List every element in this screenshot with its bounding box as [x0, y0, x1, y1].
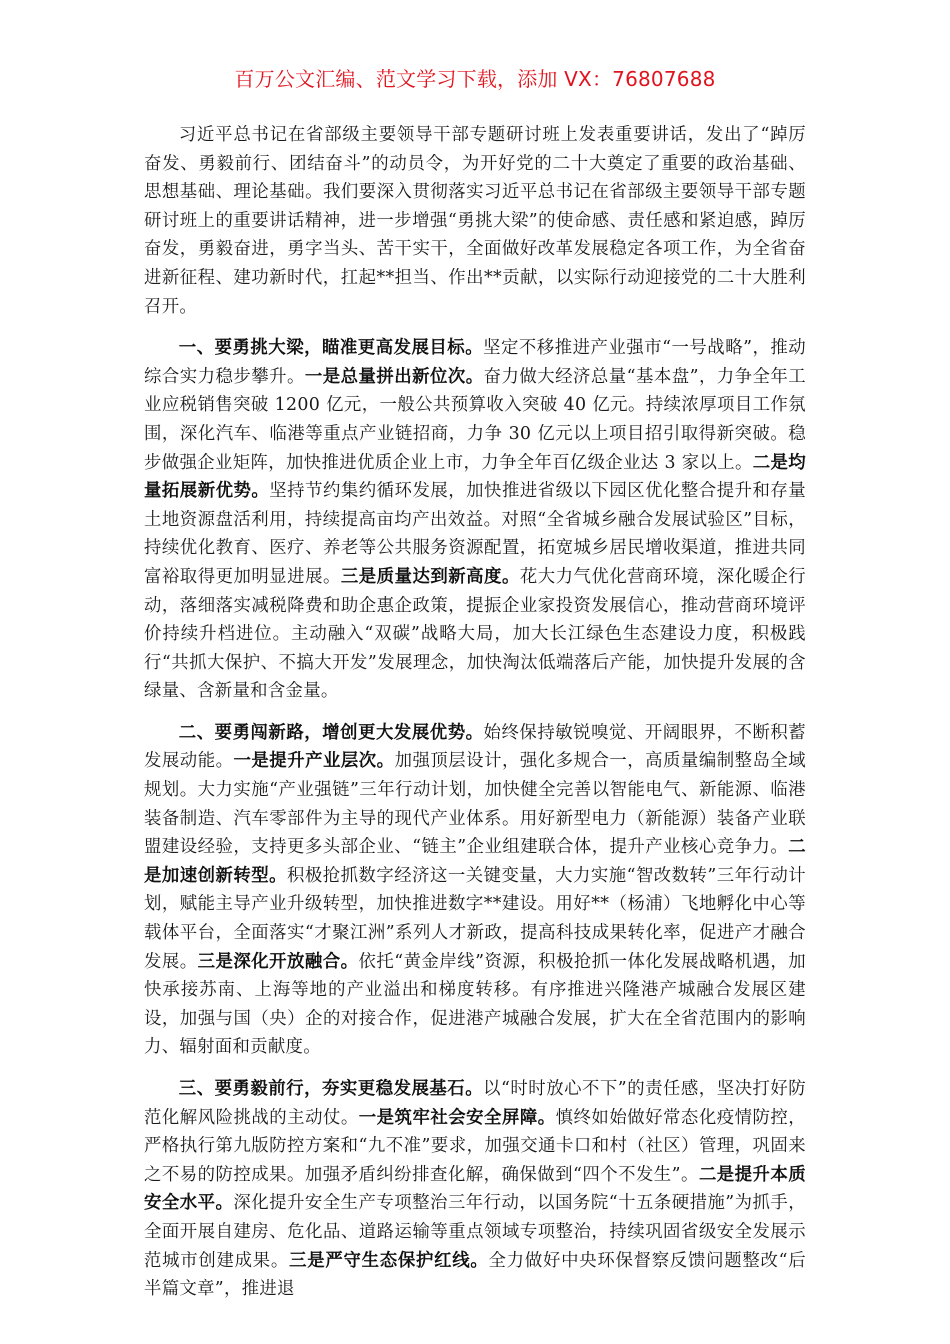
text-segment: 依托“黄金岸线”资源，积极抢抓一体化发展战略机遇，加快承接苏南、上海等地的产业溢出和梯度转移。有序推进兴隆港产城融合发展区建设，加强与国（央）企的对接合作，促进港产城融合发展，扩大在全省范围内的影响力、辐射面和贡献度。	[144, 951, 806, 1058]
text-segment: 慎终如始做好常态化疫情防控，严格执行第九版防控方案和“九不准”要求，加强交通卡口和村（社区）管理，巩固来之不易的防控成果。加强矛盾纠纷排查化解，确保做到“四个不发生”。	[144, 1107, 806, 1185]
text-segment: 加强顶层设计，强化多规合一，高质量编制整岛全域规划。大力实施“产业强链”三年行动计划，加快健全完善以智能电气、新能源、临港装备制造、汽车零部件为主导的现代产业体系。用好新型电力（新能源）装备产业联盟建设经验，支持更多头部企业、“链主”企业组建联合体，提升产业核心竞争力。	[144, 751, 807, 858]
text-segment: 习近平总书记在省部级主要领导干部专题研讨班上发表重要讲话，发出了“踔厉奋发、勇毅前行、团结奋斗”的动员令，为开好党的二十大奠定了重要的政治基础、思想基础、理论基础。我们要深入贯彻落实习近平总书记在省部级主要领导干部专题研讨班上的重要讲话精神，进一步增强“勇挑大梁”的使命感、责任感和紧迫感，踔厉奋发，勇毅奋进，勇字当头、苦干实干，全面做好改革发展稳定各项工作，为全省奋进新征程、建功新时代，扛起**担当、作出**贡献，以实际行动迎接党的二十大胜利召开。	[144, 125, 806, 317]
text-segment: 花大力气优化营商环境，深化暖企行动，落细落实减税降费和助企惠企政策，提振企业家投资发展信心，推动营商环境评价持续升档进位。主动融入“双碳”战略大局，加大长江绿色生态建设力度，积极践行“共抓大保护、不搞大开发”发展理念，加快淘汰低端落后产能，加快提升发展的含绿量、含新量和含金量。	[144, 566, 806, 702]
sub-heading: 三是质量达到新高度。	[340, 566, 520, 587]
sub-heading: 三是深化开放融合。	[197, 951, 359, 972]
header-banner: 百万公文汇编、范文学习下载，添加 VX：76807688	[234, 67, 716, 91]
intro-paragraph	[144, 121, 806, 321]
sub-heading: 一是提升产业层次。	[233, 751, 395, 772]
sub-heading: 三是严守生态保护红线。	[289, 1250, 489, 1271]
sub-heading: 一是筑牢社会安全屏障。	[358, 1107, 556, 1128]
text-segment: 坚定不移推进产业强市“一号战略”，推动综合实力稳步攀升。	[144, 338, 807, 387]
text-segment: 坚持节约集约循环发展，加快推进省级以下园区优化整合提升和存量土地资源盘活利用，持续提高亩均产出效益。对照“全省城乡融合发展试验区”目标，持续优化教育、医疗、养老等公共服务资源配置，拓宽城乡居民增收渠道，推进共同富裕取得更加明显进展。	[144, 481, 806, 587]
text-segment: 积极抢抓数字经济这一关键变量，大力实施“智改数转”三年行动计划，赋能主导产业升级转型，加快推进数字**建设。用好**（杨浦）飞地孵化中心等载体平台，全面落实“才聚江洲”系列人才新政，提高科技成果转化率，促进产才融合发展。	[144, 865, 806, 972]
section-heading: 二、要勇闯新路，增创更大发展优势。	[178, 722, 484, 743]
text-segment: 奋力做大经济总量“基本盘”，力争全年工业应税销售突破 1200 亿元，一般公共预算收入突破 40 亿元。持续浓厚项目工作氛围，深化汽车、临港等重点产业链招商，力争 30 亿元以上项目招引取得新突破。稳步做强企业矩阵，加快推进优质企业上市，力争全年百亿级企业达 3 家以上。	[144, 366, 806, 473]
text-segment: 全力做好中央环保督察反馈问题整改“后半篇文章”，推进退	[144, 1250, 806, 1300]
section-heading: 一、要勇挑大梁，瞄准更高发展目标。	[178, 338, 484, 359]
section-two-paragraph	[144, 719, 806, 1062]
section-heading: 三、要勇毅前行，夯实更稳发展基石。	[178, 1079, 484, 1099]
sub-heading: 二是提升本质安全水平。	[144, 1164, 806, 1214]
text-segment: 以“时时放心不下”的责任感，坚决打好防范化解风险挑战的主动仗。	[144, 1079, 807, 1128]
sub-heading: 二是均量拓展新优势。	[144, 452, 806, 502]
sub-heading: 二是加速创新转型。	[144, 837, 806, 886]
section-one-paragraph	[144, 334, 806, 706]
section-three-paragraph	[144, 1075, 806, 1304]
text-segment: 始终保持敏锐嗅觉、开阔眼界，不断积蓄发展动能。	[144, 722, 806, 772]
text-segment: 深化提升安全生产专项整治三年行动，以国务院“十五条硬措施”为抓手，全面开展自建房、危化品、道路运输等重点领域专项整治，持续巩固省级安全发展示范城市创建成果。	[144, 1193, 806, 1271]
sub-heading: 一是总量拼出新位次。	[304, 366, 484, 387]
document-body	[144, 121, 806, 1317]
